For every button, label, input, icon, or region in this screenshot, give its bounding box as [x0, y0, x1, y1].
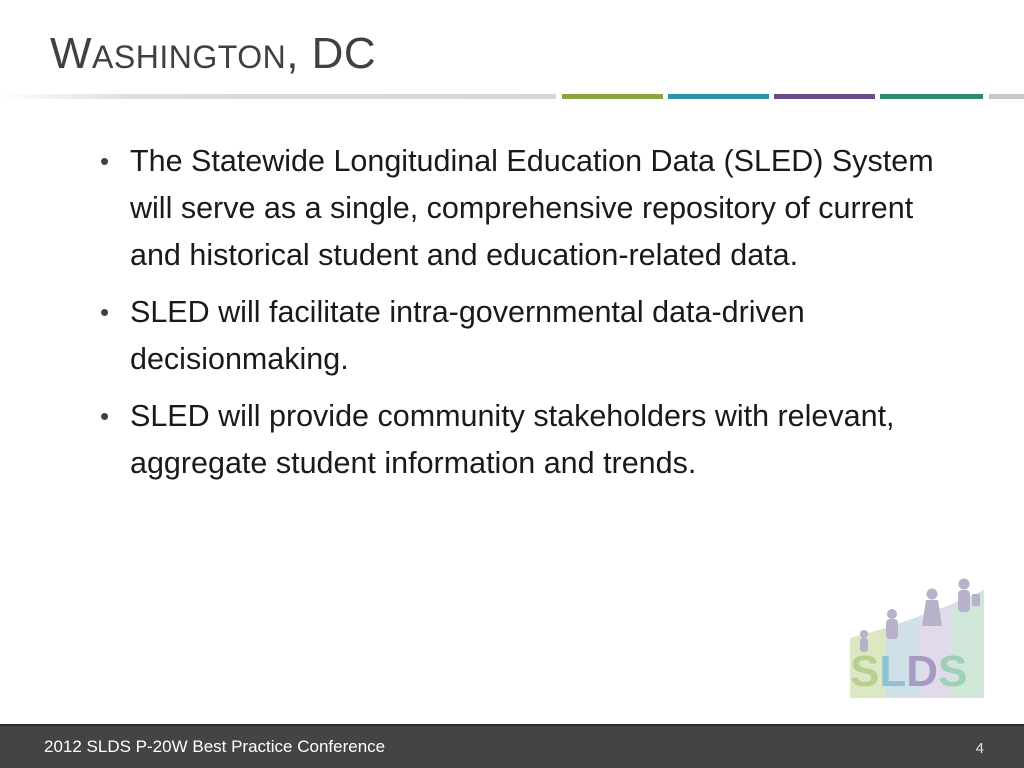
divider-green-segment [562, 94, 663, 99]
slds-logo-text [850, 648, 967, 696]
bullet-text: SLED will provide community stakeholders with relevant, aggregate student information and trends. [130, 399, 895, 480]
logo-letter: S [938, 647, 968, 696]
bullet-dot-icon: • [100, 297, 110, 327]
logo-letter: L [879, 647, 907, 696]
bullet-dot-icon: • [100, 146, 110, 176]
divider-gray-segment [0, 94, 556, 99]
logo-letter: D [906, 647, 939, 696]
footer-conference-name: 2012 SLDS P-20W Best Practice Conference [44, 737, 386, 756]
bullet-text: The Statewide Longitudinal Education Data (SLED) System will serve as a single, comprehensive repository of current and historical student and education-related data. [130, 144, 934, 272]
bullet-item [90, 393, 960, 487]
logo-letter: S [850, 647, 880, 696]
footer-bar [0, 724, 1024, 768]
bullet-item [90, 289, 960, 383]
bullet-dot-icon: • [100, 401, 110, 431]
divider-teal-segment [668, 94, 769, 99]
slide-title [50, 26, 376, 85]
divider-lightgray-segment [989, 94, 1024, 99]
divider-purple-segment [774, 94, 875, 99]
title-suffix: , DC [286, 29, 377, 78]
bullet-item [90, 138, 960, 279]
title-small-caps: ASHINGTON [92, 39, 287, 75]
bullet-text: SLED will facilitate intra-governmental data-driven decisionmaking. [130, 295, 805, 376]
bullet-list [90, 138, 960, 497]
page-number: 4 [975, 740, 984, 757]
title-first-letter: W [50, 29, 93, 78]
title-divider [0, 94, 1024, 99]
divider-darkgreen-segment [880, 94, 983, 99]
